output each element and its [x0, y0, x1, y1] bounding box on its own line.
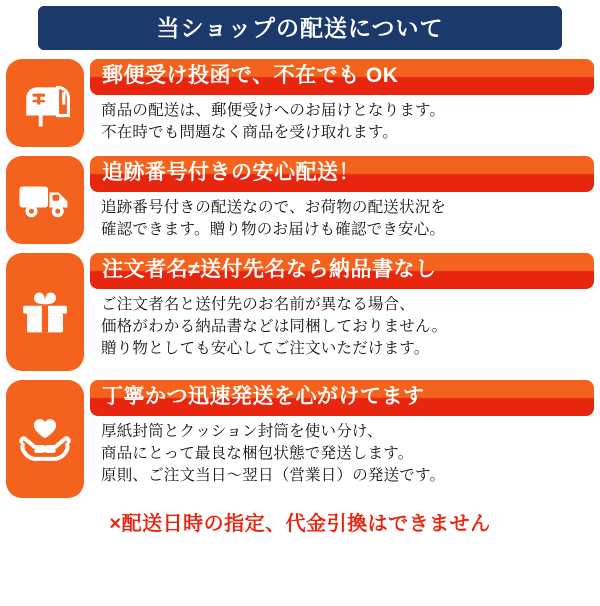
- section-title: 注文者名≠送付先名なら納品書なし: [90, 253, 594, 289]
- section-description-line: 原則、ご注文当日〜翌日（営業日）の発送です。: [101, 467, 446, 484]
- section-body: [90, 380, 594, 498]
- section-description-line: 確認できます。贈り物のお届けも確認でき安心。: [101, 221, 446, 238]
- shipping-info-card: [0, 6, 600, 606]
- delivery-truck-icon: [18, 178, 72, 222]
- heart-in-hands-icon: [18, 414, 72, 464]
- section-description-line: 追跡番号付きの配送なので、お荷物の配送状況を: [101, 199, 447, 216]
- mailbox-icon-container: [6, 59, 84, 147]
- section-description-line: 厚紙封筒とクッション封筒を使い分け、: [101, 423, 383, 440]
- heart-in-hands-icon-container: [6, 380, 84, 498]
- section-description-line: 贈り物としても安心してご注文いただけます。: [101, 340, 430, 357]
- page-title: 当ショップの配送について: [156, 14, 444, 41]
- footer-note: ×配送日時の指定、代金引換はできません: [109, 513, 491, 535]
- section-body: [90, 156, 594, 244]
- section-row: [6, 253, 594, 371]
- section-description-line: 商品の配送は、郵便受けへのお届けとなります。: [101, 102, 446, 119]
- mailbox-icon: [20, 78, 70, 128]
- gift-box-icon-container: [6, 253, 84, 371]
- section-description: [90, 289, 594, 360]
- gift-box-icon: [20, 287, 70, 337]
- delivery-truck-icon-container: [6, 156, 84, 244]
- section-description-line: 商品にとって最良な梱包状態で発送します。: [101, 445, 414, 462]
- section-description-line: 価格がわかる納品書などは同梱しておりません。: [101, 318, 448, 335]
- section-description-line: ご注文者名と送付先のお名前が異なる場合、: [101, 296, 416, 313]
- section-body: [90, 59, 594, 147]
- section-title: 郵便受け投函で、不在でも OK: [90, 59, 594, 95]
- section-row: [6, 59, 594, 147]
- section-title: 丁寧かつ迅速発送を心がけてます: [90, 380, 594, 416]
- section-description-line: 不在時でも問題なく商品を受け取れます。: [101, 124, 399, 141]
- section-row: [6, 380, 594, 498]
- section-row: [6, 156, 594, 244]
- section-title: 追跡番号付きの安心配送！: [90, 156, 594, 192]
- section-description: [90, 416, 594, 487]
- section-description: [90, 95, 594, 144]
- header-banner: [38, 6, 562, 50]
- section-list: [0, 59, 600, 498]
- section-body: [90, 253, 594, 371]
- section-description: [90, 192, 594, 241]
